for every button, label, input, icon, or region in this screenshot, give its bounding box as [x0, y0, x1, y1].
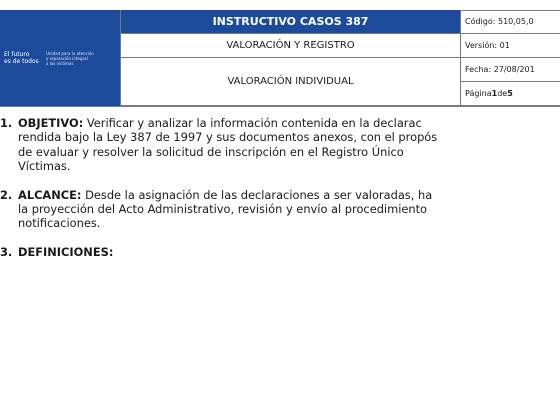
page-current: 1: [491, 89, 498, 98]
header-middle: [120, 10, 460, 106]
section-heading: ALCANCE:: [18, 187, 82, 202]
procedure-name: VALORACIÓN INDIVIDUAL: [121, 58, 460, 106]
document-header: [0, 10, 560, 106]
section-text: la proyección del Acto Administrativo, revisión y envío al procedimiento: [18, 202, 428, 217]
header-metadata: [460, 10, 560, 106]
page-mid: de: [497, 89, 508, 98]
document-title: INSTRUCTIVO CASOS 387: [121, 10, 460, 34]
logo-slogan: El futuro es de todos: [4, 51, 39, 65]
section-text: notificaciones.: [18, 216, 101, 231]
section-heading: OBJETIVO:: [18, 116, 84, 130]
header-bottom-border: [0, 106, 560, 107]
page-prefix: Página: [465, 89, 492, 98]
section-number: 1.: [0, 116, 13, 130]
section-text: Desde la asignación de las declaraciones a ser valoradas, ha: [81, 187, 433, 202]
page-indicator: [461, 82, 560, 106]
section-definiciones: [0, 245, 560, 259]
section-text: rendida bajo la Ley 387 de 1997 y sus documentos anexos, con el propós: [18, 130, 438, 145]
section-text: Víctimas.: [18, 159, 71, 174]
section-heading: DEFINICIONES:: [18, 244, 114, 259]
document-code: Código: 510,05,0: [461, 10, 560, 34]
section-alcance: [0, 188, 560, 231]
document-date: Fecha: 27/08/201: [461, 58, 560, 82]
section-text: de evaluar y resolver la solicitud de inscripción en el Registro Único: [18, 144, 404, 159]
page-total: 5: [507, 89, 513, 98]
section-text: Verificar y analizar la información contenida en la declarac: [83, 116, 422, 130]
process-name: VALORACIÓN Y REGISTRO: [121, 34, 460, 58]
section-objetivo: [0, 116, 560, 174]
document-body: [0, 116, 560, 273]
section-number: 2.: [0, 187, 13, 202]
document-version: Versión: 01: [461, 34, 560, 58]
section-number: 3.: [0, 244, 13, 259]
logo-unit-name: Unidad para la atención y reparación integral a las víctimas: [46, 50, 94, 66]
institution-logo: [0, 10, 120, 106]
